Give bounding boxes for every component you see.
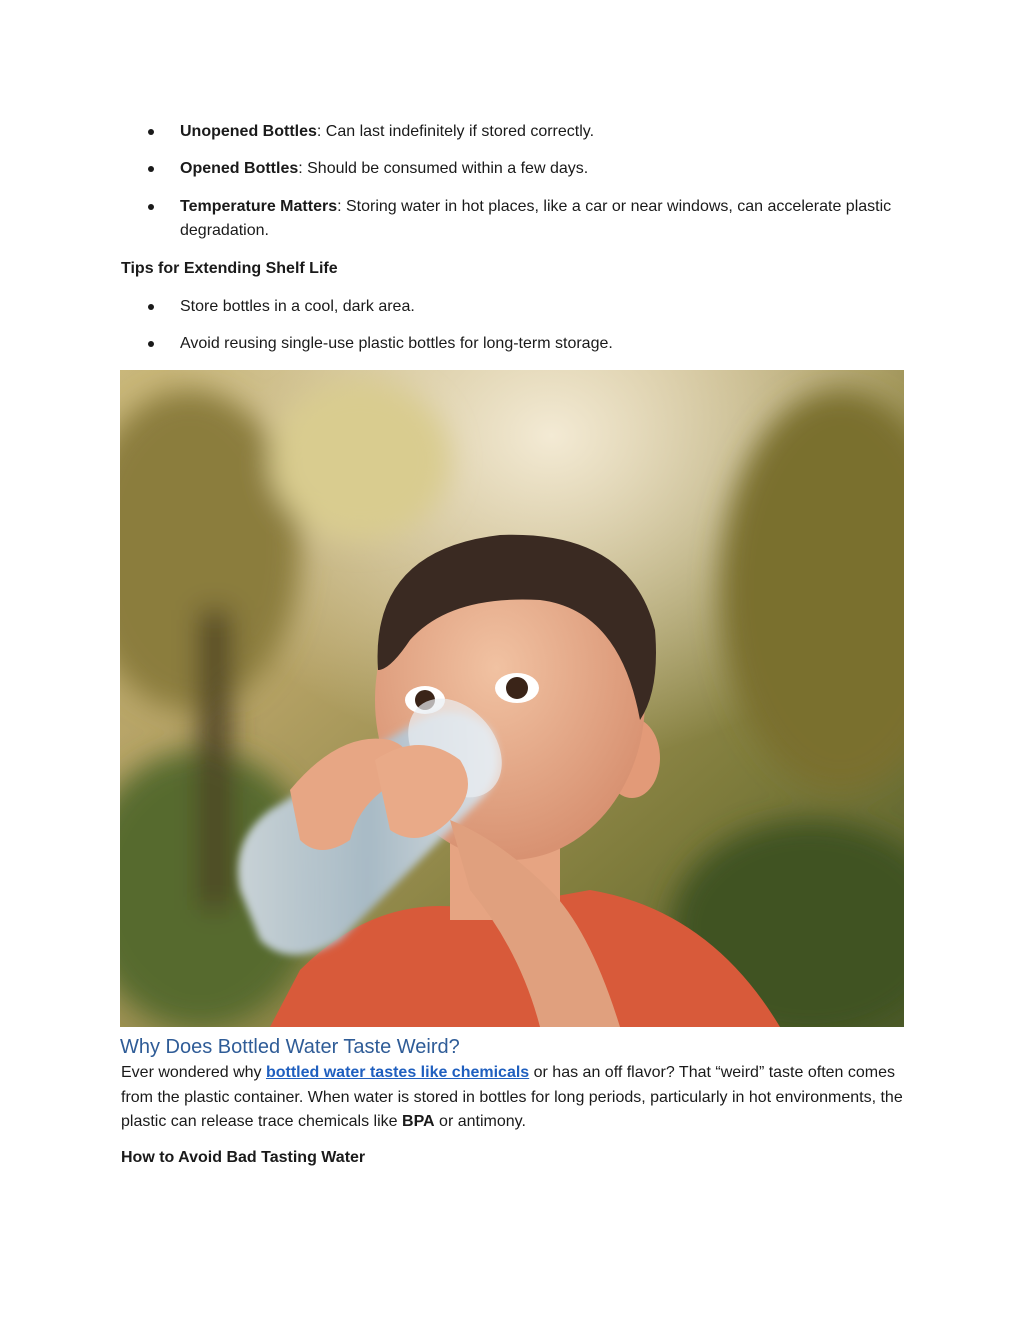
- bullet-icon: [148, 204, 154, 210]
- tips-heading: Tips for Extending Shelf Life: [121, 260, 338, 277]
- bottled-water-chemicals-link[interactable]: bottled water tastes like chemicals: [265, 1064, 530, 1081]
- bullet-icon: [148, 129, 154, 135]
- bullet-icon: [148, 341, 154, 347]
- list-item-term: Unopened Bottles: [180, 123, 317, 140]
- subheading: How to Avoid Bad Tasting Water: [121, 1149, 366, 1166]
- bullet-icon: [148, 166, 154, 172]
- list-item-term: Opened Bottles: [180, 160, 299, 177]
- list-item-text: Unopened Bottles: Can last indefinitely if stored correctly.: [180, 123, 595, 140]
- list-item-text: Avoid reusing single-use plastic bottles for long-term storage.: [180, 335, 613, 352]
- list-item-text: Temperature Matters: Storing water in hot places, like a car or near windows, can accelerate plastic degradation.: [180, 198, 892, 239]
- bpa-bold: BPA: [402, 1113, 435, 1130]
- list-item-text: Store bottles in a cool, dark area.: [180, 298, 415, 315]
- bullet-icon: [148, 304, 154, 310]
- child-drinking-water-photo: [120, 370, 904, 1027]
- list-item-text: Opened Bottles: Should be consumed within a few days.: [180, 160, 589, 177]
- body-paragraph: Ever wondered why bottled water tastes like chemicals or has an off flavor? That “weird” taste often comes from the plastic container. When water is stored in bottles for long periods, particularly in hot environments, the plastic can release trace chemicals like BPA or antimony.: [121, 1064, 903, 1130]
- section-heading: Why Does Bottled Water Taste Weird?: [120, 1036, 460, 1058]
- list-item-term: Temperature Matters: [180, 198, 338, 215]
